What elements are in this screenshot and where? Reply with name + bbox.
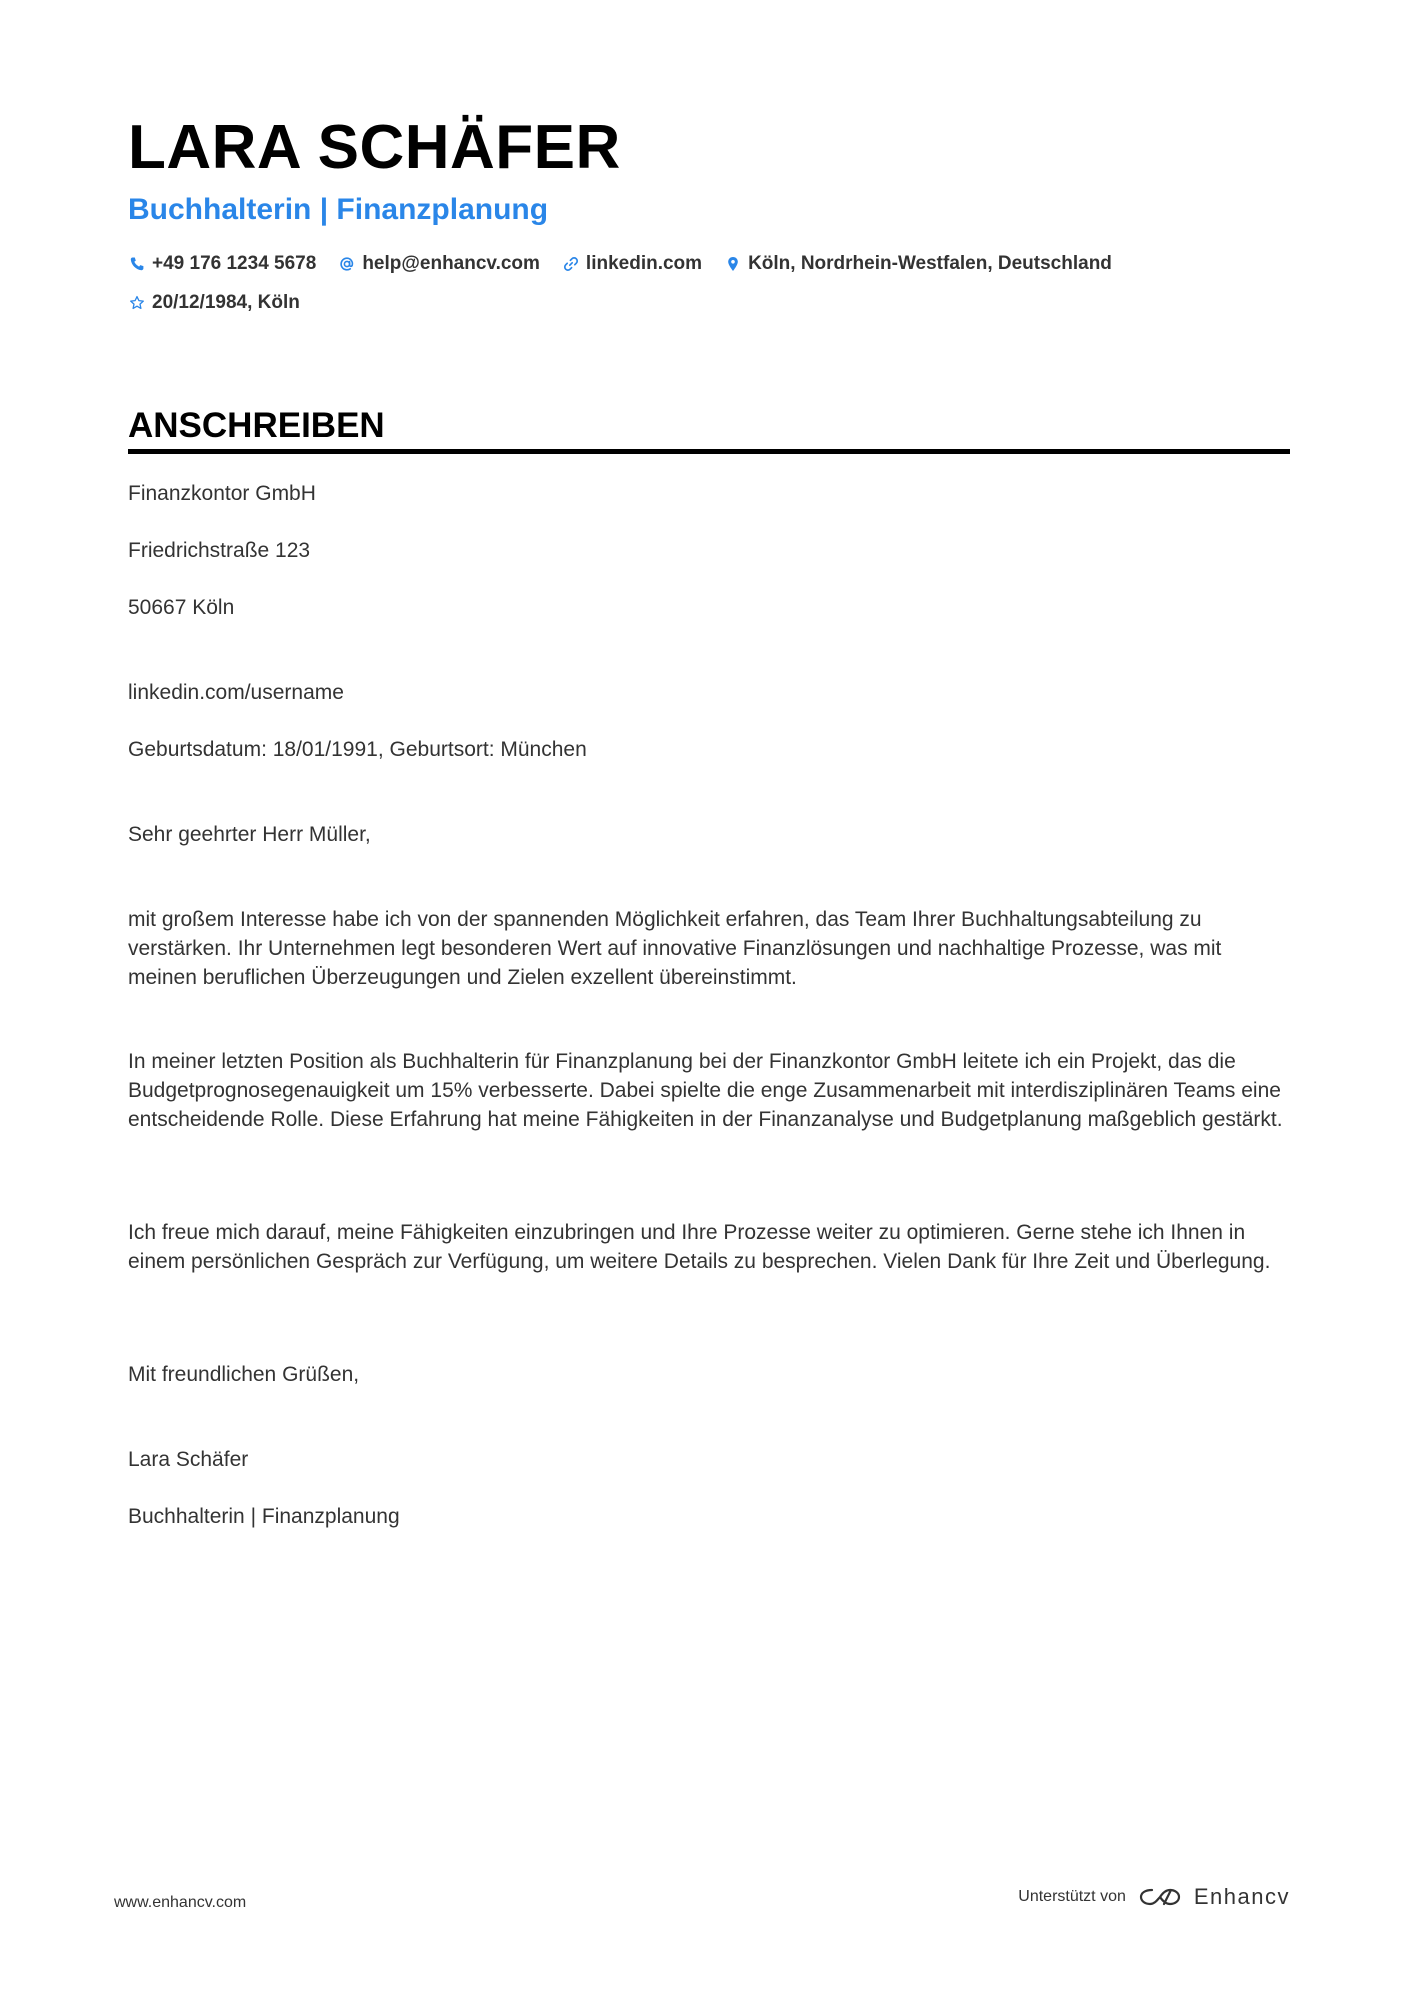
contact-row bbox=[128, 253, 1134, 275]
signature-name: Lara Schäfer bbox=[128, 1448, 249, 1471]
applicant-name: LARA SCHÄFER bbox=[128, 113, 621, 182]
birth-info: Geburtsdatum: 18/01/1991, Geburtsort: München bbox=[128, 738, 587, 761]
location-pin-icon bbox=[724, 255, 742, 273]
at-icon bbox=[338, 255, 356, 273]
footer-branding bbox=[1018, 1884, 1290, 1910]
contact-linkedin bbox=[562, 253, 702, 275]
linkedin-profile: linkedin.com/username bbox=[128, 681, 344, 704]
salutation: Sehr geehrter Herr Müller, bbox=[128, 823, 371, 846]
paragraph: In meiner letzten Position als Buchhalterin für Finanzplanung bei der Finanzkontor GmbH leitete ich ein Projekt, das die Budgetprognosegenauigkeit um 15% verbesserte. Dabei spielte die enge Zusammenarbeit mit interdisziplinären Teams eine entscheidende Rolle. Diese Erfahrung hat meine Fähigkeiten in der Finanzanalyse und Budgetplanung maßgeblich gestärkt. bbox=[128, 1050, 1283, 1131]
paragraph: mit großem Interesse habe ich von der spannenden Möglichkeit erfahren, das Team Ihrer Buchhaltungsabteilung zu verstärken. Ihr Unternehmen legt besonderen Wert auf innovative Finanzlösungen und nachhaltige Prozesse, was mit meinen beruflichen Überzeugungen und Zielen exzellent übereinstimmt. bbox=[128, 908, 1222, 989]
applicant-title: Buchhalterin | Finanzplanung bbox=[128, 193, 549, 226]
linkedin-text[interactable]: linkedin.com bbox=[585, 253, 703, 274]
location-text: Köln, Nordrhein-Westfalen, Deutschland bbox=[748, 253, 1112, 274]
recipient-street: Friedrichstraße 123 bbox=[128, 539, 311, 562]
recipient-company: Finanzkontor GmbH bbox=[128, 482, 316, 505]
powered-by-label: Unterstützt von bbox=[1018, 1888, 1126, 1905]
contact-email bbox=[338, 253, 540, 275]
recipient-city: 50667 Köln bbox=[128, 596, 235, 619]
birth-text: 20/12/1984, Köln bbox=[152, 292, 300, 313]
contact-location bbox=[724, 253, 1112, 275]
signature-title: Buchhalterin | Finanzplanung bbox=[128, 1505, 400, 1528]
contact-phone bbox=[128, 253, 316, 275]
phone-text: +49 176 1234 5678 bbox=[152, 253, 317, 274]
phone-icon bbox=[128, 255, 146, 273]
paragraph: Ich freue mich darauf, meine Fähigkeiten einzubringen und Ihre Prozesse weiter zu optimieren. Gerne stehe ich Ihnen in einem persönlichen Gespräch zur Verfügung, um weitere Details zu besprechen. Vielen Dank für Ihre Zeit und Überlegung. bbox=[128, 1221, 1271, 1273]
contact-row-secondary bbox=[128, 292, 322, 314]
contact-birth bbox=[128, 292, 300, 314]
star-icon bbox=[128, 294, 146, 312]
footer-website[interactable]: www.enhancv.com bbox=[114, 1894, 247, 1911]
enhancv-logo-icon bbox=[1138, 1885, 1182, 1909]
email-text[interactable]: help@enhancv.com bbox=[362, 253, 540, 274]
section-divider bbox=[128, 449, 1290, 454]
section-title: ANSCHREIBEN bbox=[128, 406, 385, 445]
brand-name: Enhancv bbox=[1193, 1884, 1290, 1909]
link-icon bbox=[562, 255, 580, 273]
closing: Mit freundlichen Grüßen, bbox=[128, 1363, 360, 1386]
